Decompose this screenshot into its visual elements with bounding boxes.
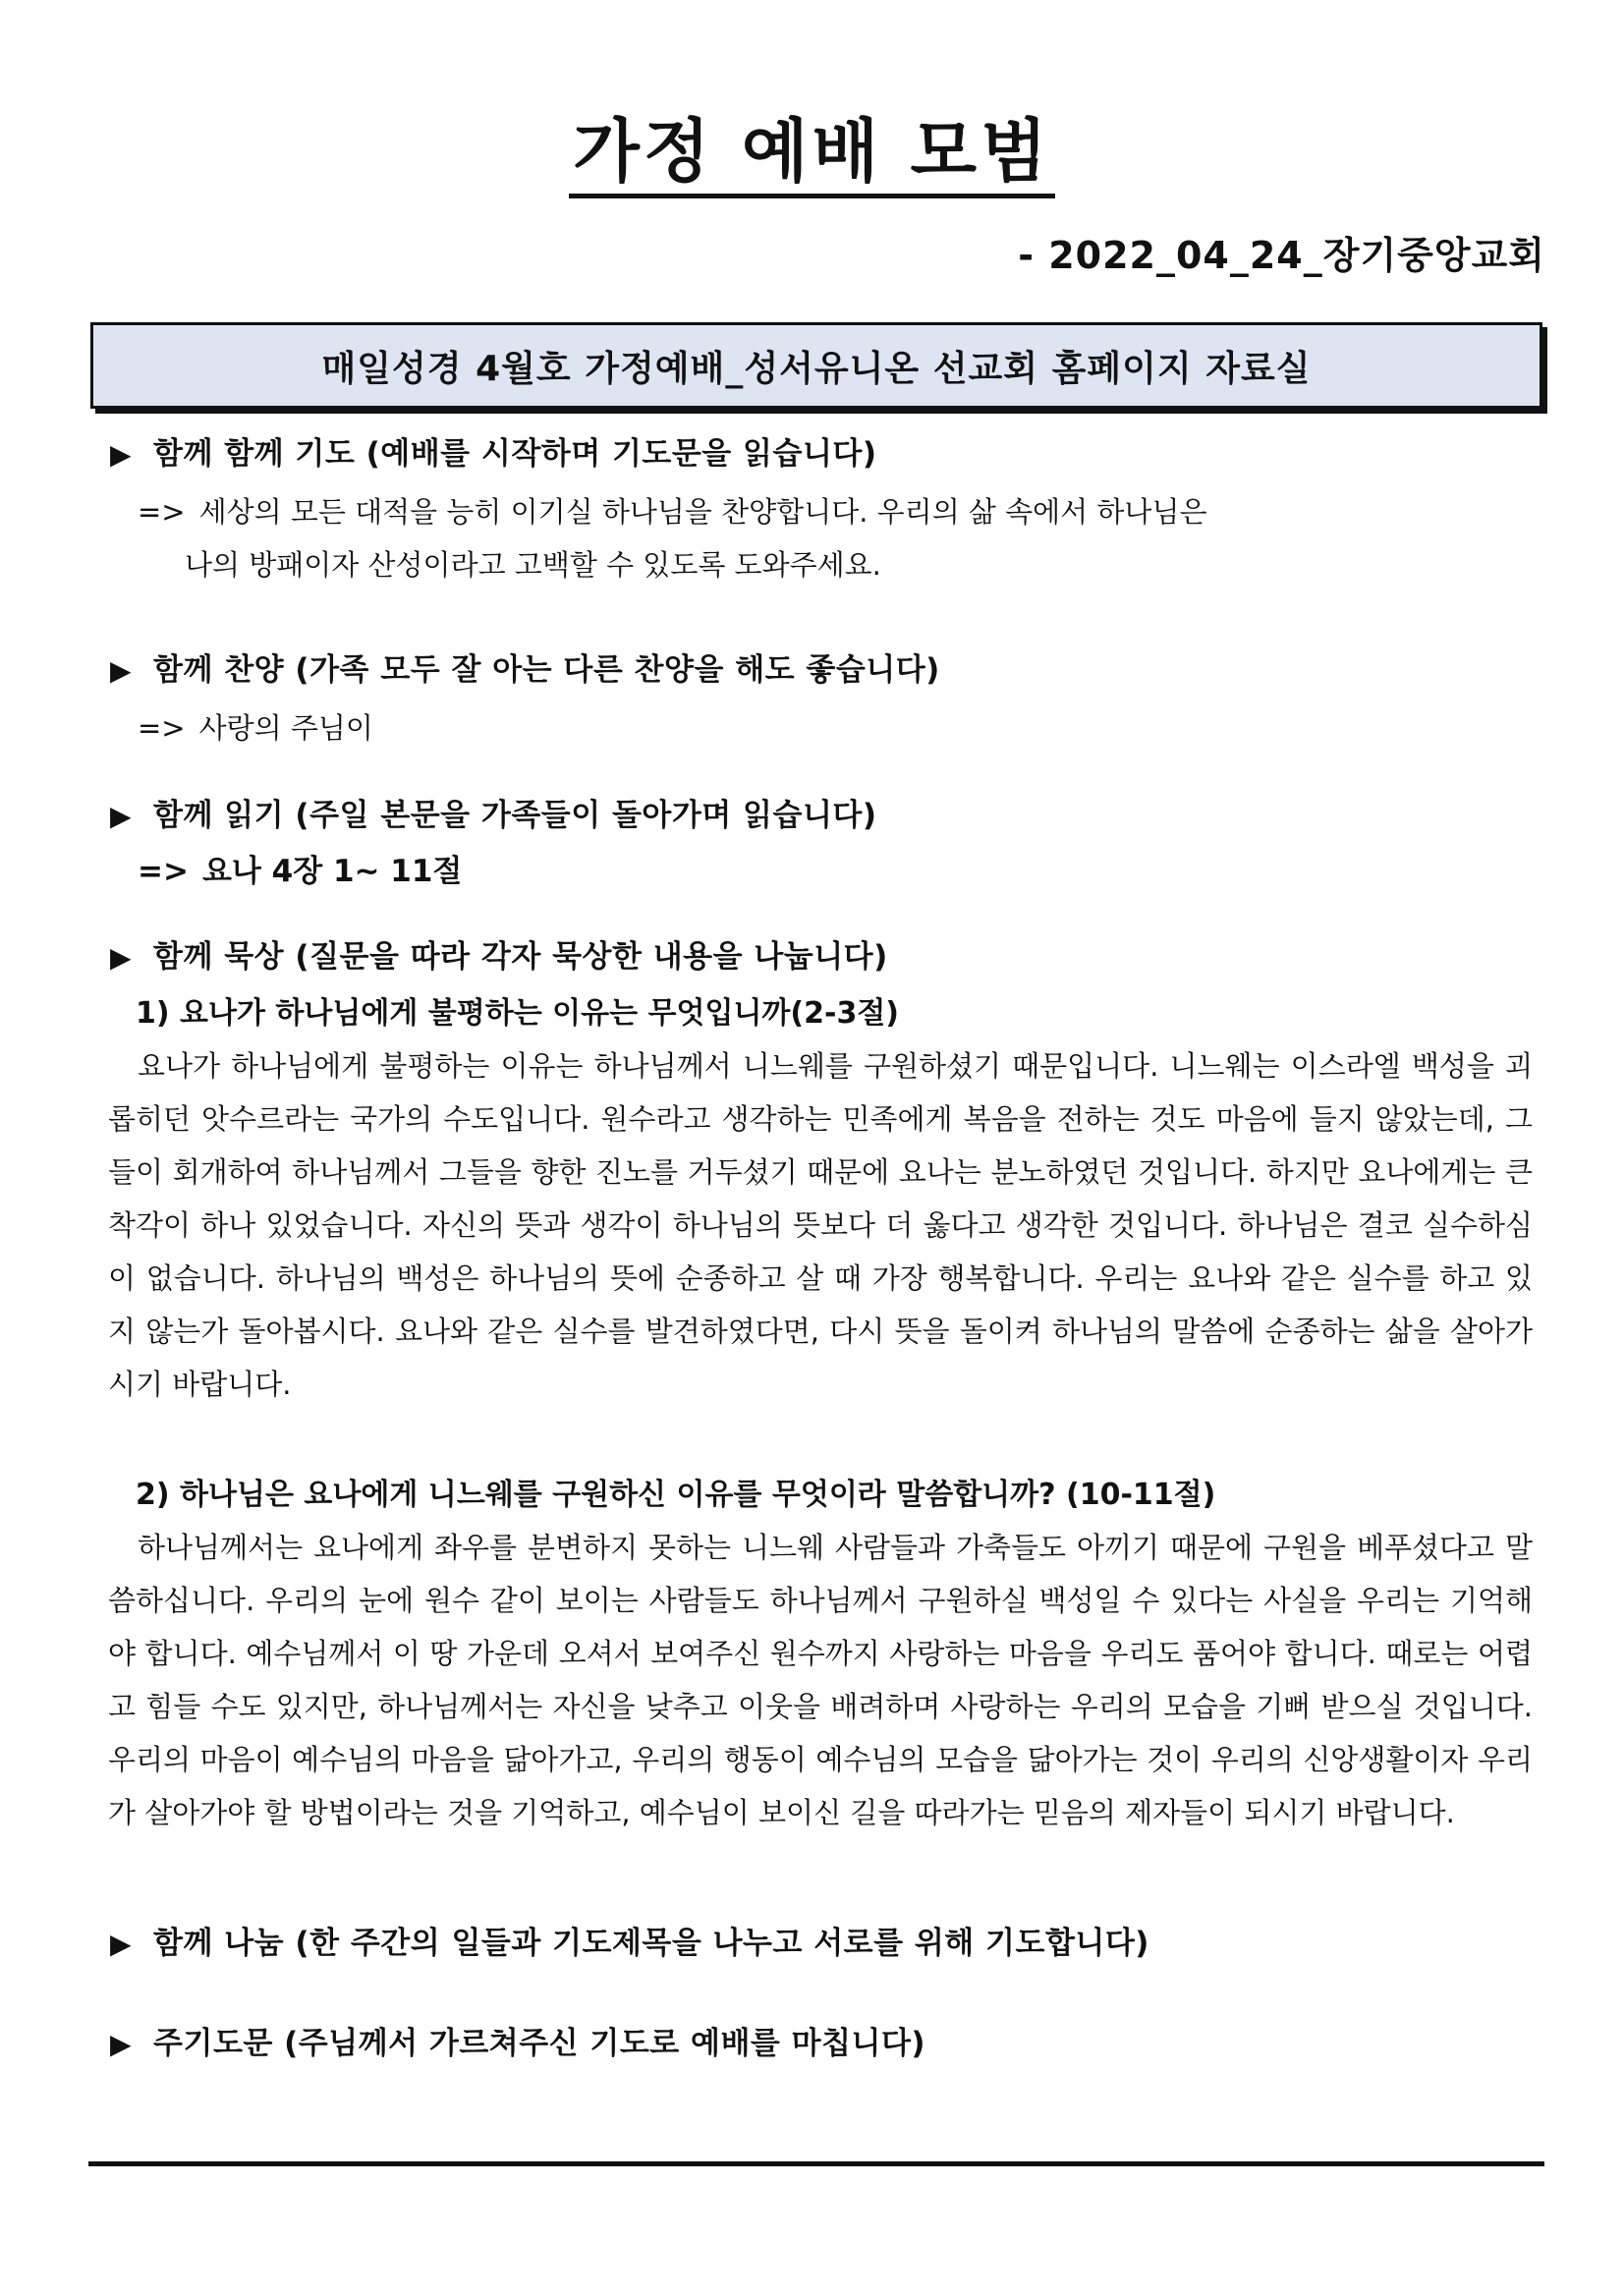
heading-lords-prayer: [110, 2022, 925, 2066]
page-title-text: 가정 예배 모범: [569, 111, 1054, 198]
triangle-bullet-icon: ▶: [110, 1928, 133, 1960]
date-church-line: - 2022_04_24_장기중앙교회: [1018, 234, 1545, 277]
prayer-line-1: [138, 485, 1206, 538]
heading-praise-text: 함께 찬양 (가족 모두 잘 아는 다른 찬양을 해도 좋습니다): [153, 652, 940, 688]
reading-answer: [138, 845, 462, 898]
triangle-bullet-icon: ▶: [110, 941, 133, 974]
heading-prayer: [110, 432, 877, 476]
triangle-bullet-icon: ▶: [110, 654, 133, 687]
answer-1: 요나가 하나님에게 불평하는 이유는 하나님께서 니느웨를 구원하셨기 때문입니다. 니느웨는 이스라엘 백성을 괴롭히던 앗수르라는 국가의 수도입니다. 원수라고 생각하는 민족에게 복음을 전하는 것도 마음에 들지 않았는데, 그들이 회개하여 하나님께서 그들을 향한 진노를 거두셨기 때문에 요나는 분노하였던 것입니다. 하지만 요나에게는 큰 착각이 하나 있었습니다. 자신의 뜻과 생각이 하나님의 뜻보다 더 옳다고 생각한 것입니다. 하나님은 결코 실수하심이 없습니다. 하나님의 백성은 하나님의 뜻에 순종하고 살 때 가장 행복합니다. 우리는 요나와 같은 실수를 하고 있지 않는가 돌아봅시다. 요나와 같은 실수를 발견하였다면, 다시 뜻을 돌이켜 하나님의 말씀에 순종하는 삶을 살아가시기 바랍니다.: [108, 1049, 1533, 1401]
praise-answer: [138, 701, 373, 755]
heading-reading-text: 함께 읽기 (주일 본문을 가족들이 돌아가며 읽습니다): [153, 798, 877, 833]
triangle-bullet-icon: ▶: [110, 800, 133, 832]
heading-reading: [110, 794, 877, 838]
triangle-bullet-icon: ▶: [110, 2028, 133, 2060]
heading-praise: [110, 648, 940, 693]
prayer-text-1: 세상의 모든 대적을 능히 이기실 하나님을 찬양합니다. 우리의 삶 속에서 하나님은: [198, 495, 1207, 529]
praise-song: 사랑의 주님이: [198, 711, 373, 745]
heading-meditation: [110, 935, 888, 980]
heading-prayer-text: 함께 함께 기도 (예배를 시작하며 기도문을 읽습니다): [153, 436, 877, 472]
question-1: 1) 요나가 하나님에게 불평하는 이유는 무엇입니까(2-3절): [136, 996, 900, 1031]
page-title: [0, 106, 1624, 196]
triangle-bullet-icon: ▶: [110, 438, 133, 471]
bottom-divider: [88, 2161, 1544, 2166]
reading-passage: 요나 4장 1~ 11절: [201, 854, 463, 889]
arrow-icon: =>: [138, 495, 186, 529]
heading-lords-prayer-text: 주기도문 (주님께서 가르쳐주신 기도로 예배를 마칩니다): [153, 2026, 926, 2061]
heading-sharing: [110, 1922, 1149, 1966]
heading-sharing-text: 함께 나눔 (한 주간의 일들과 기도제목을 나누고 서로를 위해 기도합니다): [153, 1926, 1149, 1961]
question-2: 2) 하나님은 요나에게 니느웨를 구원하신 이유를 무엇이라 말씀합니까? (10-11절): [136, 1478, 1216, 1512]
heading-meditation-text: 함께 묵상 (질문을 따라 각자 묵상한 내용을 나눕니다): [153, 939, 888, 975]
arrow-icon: =>: [138, 854, 189, 889]
prayer-line-2: 나의 방패이자 산성이라고 고백할 수 있도록 도와주세요.: [185, 548, 881, 582]
source-banner: 매일성경 4월호 가정예배_성서유니온 선교회 홈페이지 자료실: [90, 322, 1542, 409]
answer-2: 하나님께서는 요나에게 좌우를 분변하지 못하는 니느웨 사람들과 가축들도 아끼기 때문에 구원을 베푸셨다고 말씀하십니다. 우리의 눈에 원수 같이 보이는 사람들도 하나님께서 구원하실 백성일 수 있다는 사실을 우리는 기억해야 합니다. 예수님께서 이 땅 가운데 오셔서 보여주신 원수까지 사랑하는 마음을 우리도 품어야 합니다. 때로는 어렵고 힘들 수도 있지만, 하나님께서는 자신을 낮추고 이웃을 배려하며 사랑하는 우리의 모습을 기뻐 받으실 것입니다. 우리의 마음이 예수님의 마음을 닮아가고, 우리의 행동이 예수님의 모습을 닮아가는 것이 우리의 신앙생활이자 우리가 살아가야 할 방법이라는 것을 기억하고, 예수님이 보이신 길을 따라가는 믿음의 제자들이 되시기 바랍니다.: [108, 1531, 1533, 1829]
arrow-icon: =>: [138, 711, 186, 745]
